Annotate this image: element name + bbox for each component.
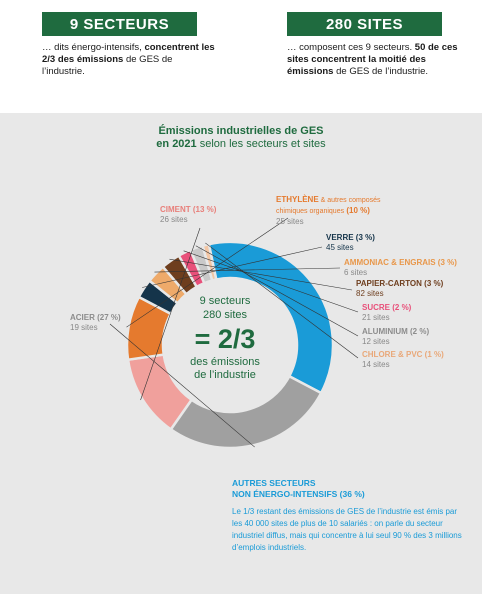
chart-title-rest: selon les secteurs et sites: [196, 138, 326, 150]
label-sucre-sites: 21 sites: [362, 313, 390, 322]
label-sucre-name: SUCRE (2 %): [362, 303, 412, 312]
center-secteurs: 9 secteurs: [199, 295, 251, 307]
label-ciment-name: CIMENT (13 %): [160, 205, 217, 214]
label-acier: [70, 313, 121, 333]
label-acier-name: ACIER (27 %): [70, 313, 121, 322]
label-autres-name-2: NON ÉNERGO-INTENSIFS (36 %): [232, 489, 365, 499]
donut-center-text: [180, 294, 270, 382]
sites-text-bold: 50 de ces sites concentrent la moitié des émissions: [287, 42, 458, 77]
label-ciment-sites: 26 sites: [160, 215, 188, 224]
label-chlore-sites: 14 sites: [362, 360, 390, 369]
center-sites: 280 sites: [202, 309, 248, 321]
sites-text-end: de GES de l’industrie.: [333, 66, 428, 77]
badge-9-secteurs: 9 SECTEURS: [42, 12, 197, 36]
label-aluminium-sites: 12 sites: [362, 337, 390, 346]
badge-280-sites: 280 SITES: [287, 12, 442, 36]
chart-title-year: en 2021: [156, 138, 197, 150]
secteurs-text-bold: concentrent les 2/3 des émissions: [42, 42, 215, 65]
label-ethylene-name: ETHYLÈNE: [276, 195, 319, 204]
label-chlore: [362, 350, 444, 370]
slice-acier: [171, 376, 321, 448]
label-ammoniac: [344, 258, 457, 278]
label-verre-name: VERRE (3 %): [326, 233, 375, 242]
label-ammoniac-name: AMMONIAC & ENGRAIS (3 %): [344, 258, 457, 267]
label-ammoniac-sites: 6 sites: [344, 268, 368, 277]
label-ethylene: [276, 195, 391, 227]
label-aluminium-name: ALUMINIUM (2 %): [362, 327, 430, 336]
label-aluminium: [362, 327, 429, 347]
sites-text-start: … composent ces 9 secteurs.: [287, 42, 415, 53]
label-papier: [356, 279, 443, 299]
label-sucre: [362, 303, 411, 323]
label-chlore-name: CHLORE & PVC (1 %): [362, 350, 444, 359]
label-ethylene-extra: & autres composés chimiques organiques: [276, 197, 381, 215]
label-ciment: [160, 205, 216, 225]
label-autres-name-1: AUTRES SECTEURS: [232, 478, 316, 488]
center-fraction: = 2/3: [194, 324, 256, 354]
label-ethylene-pct: (10 %): [344, 206, 370, 215]
label-verre: [326, 233, 375, 253]
label-verre-sites: 45 sites: [326, 243, 354, 252]
label-autres-description: Le 1/3 restant des émissions de GES de l’industrie est émis par les 40 000 sites de plus de 10 salariés : on parle du secteur industriel diffus, mais qui concentre à lui seul 90 % des 3 millions d’emplois industriels.: [232, 507, 462, 552]
chart-title-line1: Émissions industrielles de GES: [158, 125, 324, 137]
label-papier-sites: 82 sites: [356, 289, 384, 298]
center-desc-1: des émissions: [190, 356, 260, 368]
center-desc-2: de l’industrie: [194, 369, 256, 381]
label-autres: [232, 478, 464, 554]
label-ethylene-sites: 25 sites: [276, 217, 304, 226]
label-acier-sites: 19 sites: [70, 323, 98, 332]
label-papier-name: PAPIER-CARTON (3 %): [356, 279, 444, 288]
secteurs-text-end: de GES de l’industrie.: [42, 54, 173, 77]
secteurs-text-start: … dits énergo-intensifs,: [42, 42, 145, 53]
